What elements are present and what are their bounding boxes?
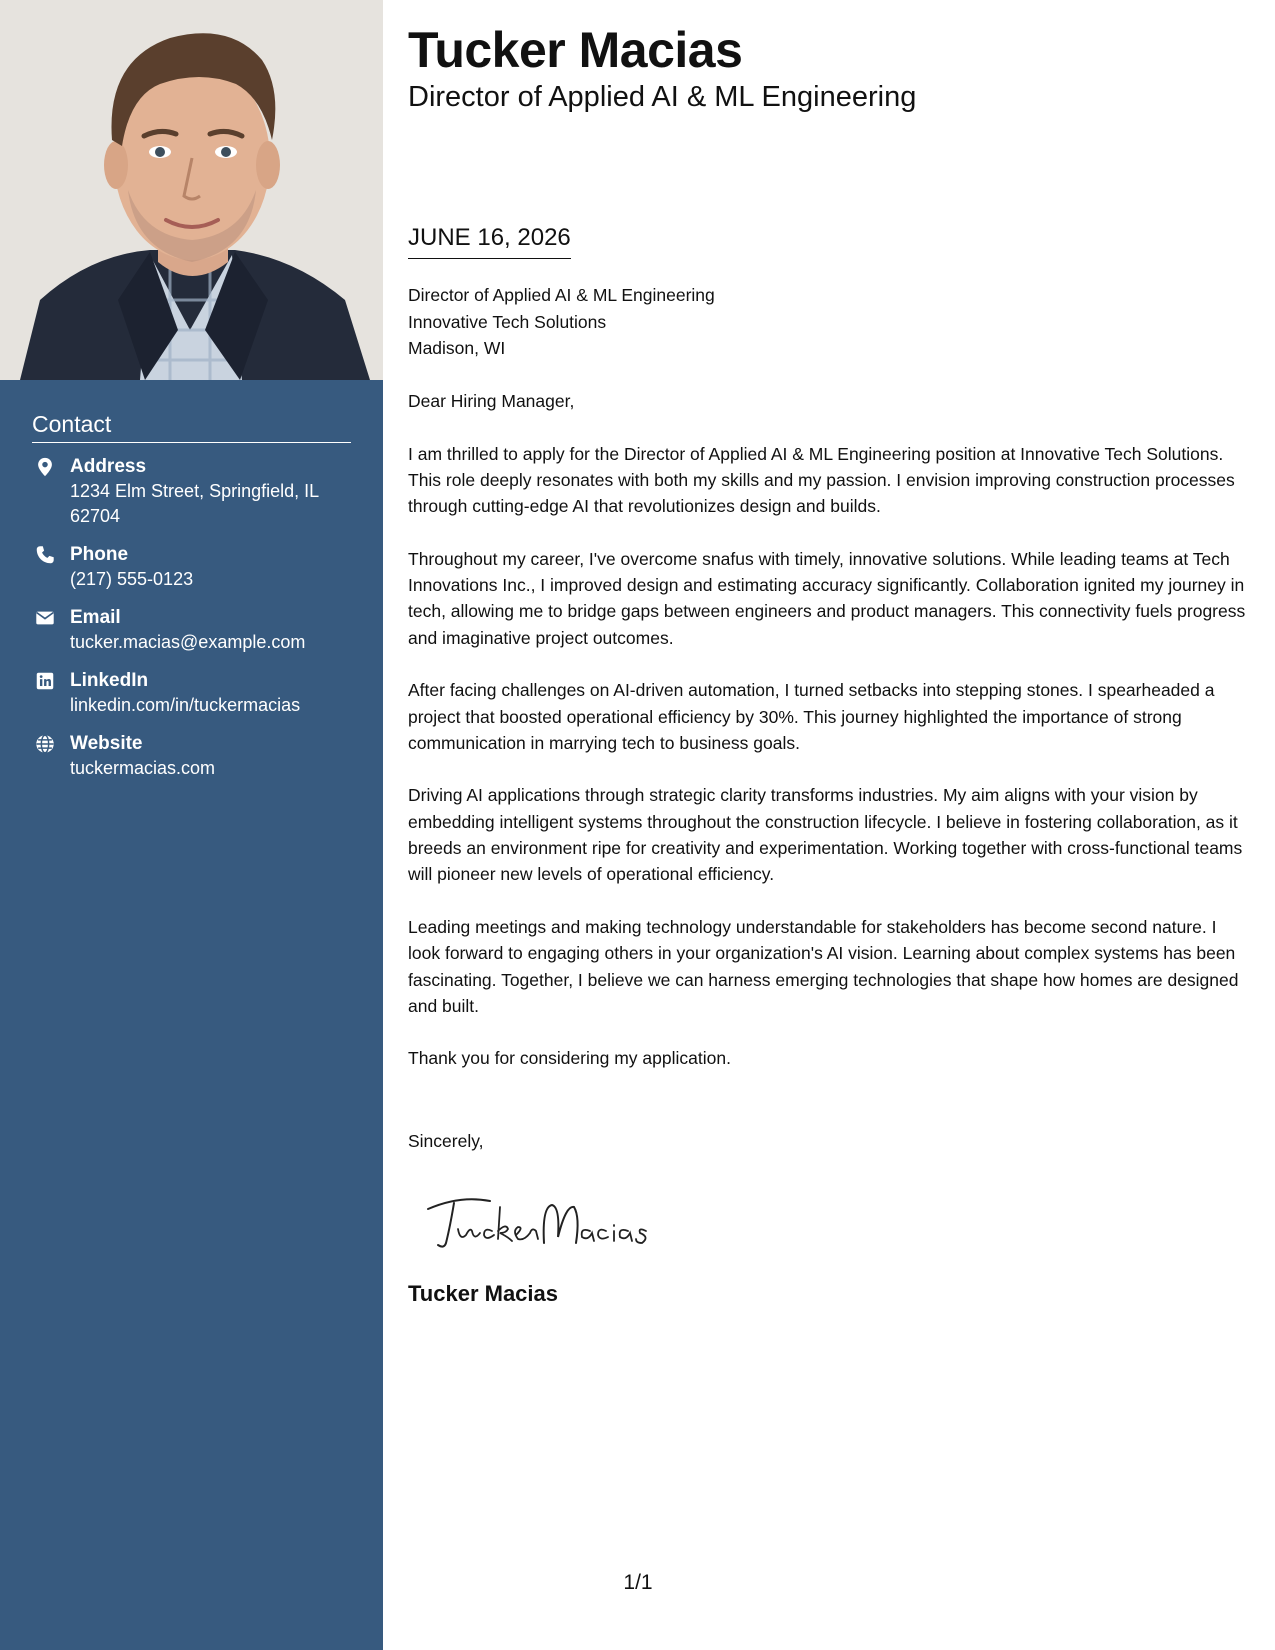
contact-label: Address <box>70 456 147 477</box>
salutation: Dear Hiring Manager, <box>408 391 575 411</box>
contact-item-email <box>32 606 351 655</box>
contact-section <box>32 410 351 795</box>
phone-icon <box>34 544 56 566</box>
letter-date: JUNE 16, 2026 <box>408 222 571 259</box>
contact-label: Website <box>70 733 143 754</box>
address-value: 1234 Elm Street, Springfield, IL 62704 <box>70 481 319 526</box>
linkedin-icon <box>34 670 56 692</box>
email-value[interactable]: tucker.macias@example.com <box>70 632 306 652</box>
letter-paragraph: I am thrilled to apply for the Director of Applied AI & ML Engineering position at Innovative Tech Solutions. This role deeply resonates with both my skills and my passion. I envision improving construction processes through cutting-edge AI that revolutionizes design and builds. <box>408 443 1235 517</box>
applicant-name: Tucker Macias <box>408 22 743 78</box>
contact-item-address <box>32 455 351 529</box>
recipient-line: Director of Applied AI & ML Engineering <box>408 285 715 305</box>
letter-content <box>408 22 1253 1306</box>
linkedin-value[interactable]: linkedin.com/in/tuckermacias <box>70 695 301 715</box>
website-value[interactable]: tuckermacias.com <box>70 758 216 778</box>
phone-value[interactable]: (217) 555-0123 <box>70 569 194 589</box>
letter-paragraph: After facing challenges on AI-driven automation, I turned setbacks into stepping stones. I spearheaded a project that boosted operational efficiency by 30%. This journey highlighted the importance of strong communication in marrying tech to business goals. <box>408 680 1215 753</box>
contact-label: LinkedIn <box>70 670 149 691</box>
letter-paragraph: Driving AI applications through strategic clarity transforms industries. My aim aligns with your vision by embedding intelligent systems throughout the construction lifecycle. I believe in fostering collaboration, as it breeds an environment ripe for creativity and experimentation. Working together with cross-functional teams will pioneer new levels of operational efficiency. <box>408 785 1243 885</box>
recipient-block <box>408 282 1253 362</box>
letter-paragraph: Throughout my career, I've overcome snafus with timely, innovative solutions. While leading teams at Tech Innovations Inc., I improved design and estimating accuracy significantly. Collaboration ignited my journey in tech, allowing me to bridge gaps between engineers and product managers. This connectivity fuels progress and imaginative project outcomes. <box>408 548 1246 648</box>
signed-name: Tucker Macias <box>408 1281 559 1306</box>
letter-body <box>408 388 1253 1098</box>
map-pin-icon <box>34 456 56 478</box>
globe-icon <box>34 733 56 755</box>
sidebar <box>0 0 383 1650</box>
recipient-line: Innovative Tech Solutions <box>408 311 607 332</box>
closing: Sincerely, <box>408 1131 484 1151</box>
page-number: 1/1 <box>623 1571 653 1594</box>
contact-item-phone <box>32 543 351 592</box>
applicant-title: Director of Applied AI & ML Engineering <box>408 81 917 113</box>
recipient-line: Madison, WI <box>408 338 506 358</box>
contact-label: Email <box>70 607 121 628</box>
handwritten-signature <box>420 1187 660 1257</box>
profile-photo <box>0 0 383 380</box>
contact-label: Phone <box>70 544 129 565</box>
letter-paragraph: Leading meetings and making technology understandable for stakeholders has become second nature. I look forward to engaging others in your organization's AI vision. Learning about complex systems has been fascinating. Together, I believe we can harness emerging technologies that shape how homes are designed and built. <box>408 916 1239 1016</box>
contact-item-website <box>32 732 351 781</box>
letter-paragraph: Thank you for considering my application. <box>408 1048 731 1069</box>
contact-item-linkedin <box>32 669 351 718</box>
envelope-icon <box>34 607 56 629</box>
contact-heading: Contact <box>32 410 351 443</box>
